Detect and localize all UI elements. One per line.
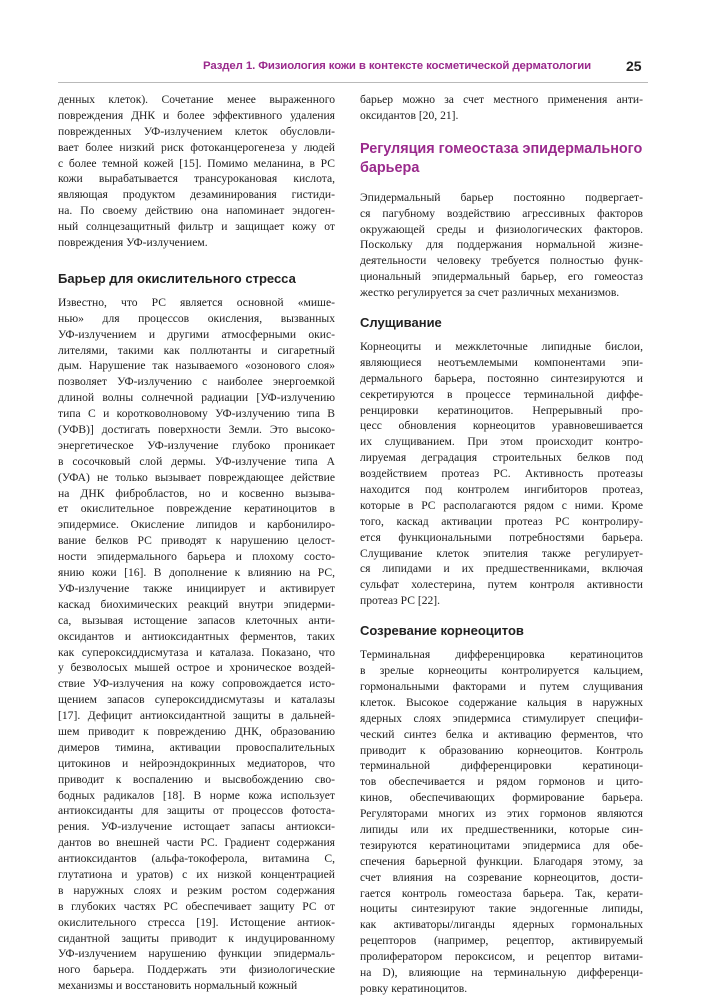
text-line: Терминальная дифференцировка кератиноцитов — [360, 648, 643, 662]
text-line: Поскольку для поддержания нормальной жизне- — [360, 238, 643, 252]
oxidative-stress-paragraph — [58, 295, 335, 994]
text-line: ствие УФ-излучения на кожу сопровождается исто- — [58, 677, 335, 691]
text-line: на ДНК фибробластов, но и косвенно вызыва- — [58, 486, 335, 500]
text-line: механизмы и восстановить нормальный кожный — [58, 979, 298, 993]
text-line: окружающей среды и физиологических факторов. — [360, 222, 643, 236]
homeostasis-paragraph — [360, 190, 643, 301]
text-line: УФ-излучением нарушению функции эпидермаль- — [58, 947, 335, 961]
text-line: барьер можно за счет местного применения анти- — [360, 93, 643, 106]
text-line: тезируются кератиноцитами эпидермиса для обе- — [360, 838, 643, 852]
text-line: гается контроль гомеостаза барьера. Так, керати- — [360, 886, 643, 900]
text-line: приводит к образованию корнеоцитов. Контроль — [360, 743, 643, 757]
text-line: [17]. Дефицит антиоксидантной защиты в дальней- — [58, 709, 335, 723]
text-line: того, каскад активации протеаз РС контролиру- — [360, 514, 643, 528]
text-line: УФ-излучением и другими атмосферными окис- — [58, 327, 335, 341]
text-line: являющиеся неотъемлемыми компонентами эпи- — [360, 355, 643, 369]
text-line: их слущиванием. При этом происходит контро- — [360, 435, 643, 449]
text-line: у безволосых мышей острое и хроническое воздей- — [58, 661, 335, 675]
text-line: ет окислительное повреждение кератиноцитов в — [58, 502, 335, 516]
text-line: которые в РС располагаются рядом с ними. Кроме — [360, 498, 643, 512]
text-line: липиды или их предшественники, которые син- — [360, 822, 643, 836]
text-line: ся липидами и их предшественниками, включая — [360, 562, 643, 576]
text-line: ренцировки кератиноцитов. Непрерывный про- — [360, 403, 643, 417]
text-line: янию кожи [16]. В дополнение к влиянию на РС, — [58, 566, 335, 580]
text-line: шем приводит к повреждению ДНК, образованию — [58, 724, 335, 738]
text-line: УФ-излучение также инициирует и активирует — [58, 581, 335, 595]
text-line: протеаз РС [22]. — [360, 594, 441, 608]
text-line: (УФВ)] достигать поверхности Земли. Это высоко- — [58, 423, 335, 437]
text-line: са, вызывая истощение запасов клеточных анти- — [58, 613, 335, 627]
text-line: глутатиона и уратов) с их низкой концентрацией — [58, 867, 335, 881]
text-line: ноциты синтезируют такие эндогенные липиды, — [360, 902, 643, 916]
right-intro-paragraph — [360, 92, 643, 124]
oxidative-stress-heading: Барьер для окислительного стресса — [58, 270, 296, 286]
text-line: на. По своему действию она напоминает эндоген- — [58, 204, 335, 218]
text-line: дантов во внешней части РС. Градиент содержания — [58, 836, 335, 850]
text-line: димеров тимина, активации провоспалительных — [58, 740, 335, 754]
text-line: ного барьера. Поддержать эти физиологические — [58, 963, 335, 977]
text-line: Эпидермальный барьер постоянно подвергает- — [360, 190, 643, 204]
text-line: сидантной защиты приводит к индуцированному — [58, 931, 335, 945]
right-column — [360, 92, 643, 997]
text-line: кожи вырабатывается трансурокановая кислота, — [58, 172, 335, 186]
text-line: окислительного стресса [19]. Истощение антиок- — [58, 915, 335, 929]
text-line: тов обеспечивается и рядом гормонов и цито- — [360, 775, 643, 789]
text-line: цесс обновления корнеоцитов уравновешивается — [360, 419, 643, 433]
text-line: в наружных слоях и резким ростом содержания — [58, 883, 335, 897]
desquamation-heading: Слущивание — [360, 315, 442, 331]
text-line: антиоксиданты для защиты от процессов фотоста- — [58, 804, 335, 818]
text-line: повреждения УФ-излучением. — [58, 236, 208, 250]
text-line: ется функциональными потребностями барьера. — [360, 530, 643, 544]
section-heading — [360, 140, 643, 178]
text-line: спечения барьерной функции. Благодаря этому, за — [360, 854, 643, 868]
text-line: гормональными факторами и путем слущивания — [360, 679, 643, 693]
text-line: клеток. Высокое содержание кальция в наружных — [360, 695, 643, 709]
running-header — [0, 58, 707, 80]
text-line: в глубоких частях РС обеспечивает защиту РС от — [58, 899, 335, 913]
section-heading-line: барьера — [360, 159, 420, 176]
text-line: Известно, что РС является основной «мише- — [58, 295, 335, 309]
text-line: повреждения ДНК и более эффективного удаления — [58, 108, 335, 122]
text-line: деятельности человеку требуется полностью функ- — [360, 254, 643, 268]
section-heading-line: Регуляция гомеостаза эпидермального — [360, 140, 643, 157]
text-line: рецепторов (например, рецептор, активируемый — [360, 934, 643, 948]
text-line: пролифератором пероксисом, и рецептор витами- — [360, 950, 643, 964]
text-line: сульфат холестерина, путем контроля активности — [360, 578, 643, 592]
left-column — [58, 92, 335, 994]
text-line: приводит к воспалению и высвобождению сво- — [58, 772, 335, 786]
text-line: вание белков РС приводят к нарушению целост- — [58, 534, 335, 548]
text-line: лителями, такими как поллютанты и сигаретный — [58, 343, 335, 357]
page-number: 25 — [626, 58, 642, 74]
text-line: каскад биохимических реакций внутри эпидерми- — [58, 597, 335, 611]
text-line: (УФА) не только вызывает повреждающее действие — [58, 470, 335, 484]
left-intro-paragraph — [58, 92, 335, 251]
text-line: поврежденных УФ-излучением клеток обусловли- — [58, 124, 335, 138]
text-line: Слущивание клеток эпителия также регулирует- — [360, 546, 643, 560]
text-line: дым. Нарушение так называемого «озонового слоя» — [58, 359, 335, 373]
text-line: являющая продуктом дезаминирования гистиди- — [58, 188, 335, 202]
text-line: дермального барьера, постоянно синтезируются и — [360, 371, 643, 385]
header-rule — [58, 82, 648, 83]
text-line: рения. УФ-излучение истощает запасы антиокси- — [58, 820, 335, 834]
corneocyte-maturation-paragraph — [360, 647, 643, 997]
text-line: ровку кератиноцитов. — [360, 981, 468, 995]
text-line: вает более низкий риск фотоканцерогенеза у людей — [58, 140, 335, 154]
text-line: эпидермисе. Окисление липидов и карбонилиро- — [58, 518, 335, 532]
text-line: секретируются в процессе терминальной диффе- — [360, 387, 643, 401]
text-line: денных клеток). Сочетание менее выраженного — [58, 93, 335, 106]
text-line: терминальной дифференцировки кератиноци- — [360, 759, 643, 773]
running-header-title: Раздел 1. Физиология кожи в контексте косметической дерматологии — [203, 60, 592, 72]
text-line: на D), влияющие на терминальную дифференци- — [360, 965, 643, 979]
text-line: позволяет УФ-излучению с наиболее энергоемкой — [58, 375, 335, 389]
text-line: лируемая деградация строительных белков под — [360, 451, 643, 465]
text-line: нью» для процессов окисления, вызванных — [58, 311, 335, 325]
text-line: в зрелые корнеоциты контролируется кальцием, — [360, 664, 643, 678]
text-line: как активаторы/лиганды ядерных гормональных — [360, 918, 643, 932]
text-line: длиной волны солнечной радиации [УФ-излучению — [58, 391, 335, 405]
text-line: бодных радикалов [18]. В норме кожа использует — [58, 788, 335, 802]
text-line: с более темной кожей [15]. Помимо меланина, в РС — [58, 156, 335, 170]
text-line: ческий синтез белка и активацию ферментов, что — [360, 727, 643, 741]
text-line: кинов, обеспечивающих формирование барьера. — [360, 791, 643, 805]
text-line: в сосочковый слой дермы. УФ-излучение типа А — [58, 454, 335, 468]
desquamation-paragraph — [360, 339, 643, 609]
corneocyte-maturation-heading: Созревание корнеоцитов — [360, 623, 524, 639]
text-line: цитокинов и нейроэндокринных медиаторов, что — [58, 756, 335, 770]
text-line: находится под контролем ингибиторов протеаз, — [360, 483, 643, 497]
text-line: циональный эпидермальный барьер, его гомеостаз — [360, 270, 643, 284]
text-line: ядерных слоях эпидермиса стимулирует специфи- — [360, 711, 643, 725]
text-line: как супероксиддисмутаза и каталаза. Показано, что — [58, 645, 335, 659]
text-line: жестко регулируется за счет различных механизмов. — [360, 286, 620, 300]
text-line: ный солнцезащитный фильтр и защищает кожу от — [58, 220, 335, 234]
text-line: ся пагубному воздействию агрессивных факторов — [360, 206, 643, 220]
text-line: ности эпидермального барьера и плохому состо- — [58, 550, 335, 564]
text-line: счет влияния на созревание корнеоцитов, дости- — [360, 870, 643, 884]
text-line: Корнеоциты и межклеточные липидные бислои, — [360, 340, 643, 354]
text-line: оксидантов и антиоксидантных ферментов, таких — [58, 629, 335, 643]
text-line: щением запасов супероксиддисмутазы и каталазы — [58, 693, 335, 707]
text-line: энергетическое УФ-излучение глубоко проникает — [58, 438, 335, 452]
text-line: Регуляторами многих из этих гормонов являются — [360, 807, 643, 821]
text-line: антиоксидантов (альфа-токоферола, витамина С, — [58, 852, 335, 866]
text-line: оксидантов [20, 21]. — [360, 108, 459, 122]
text-line: типа С и коротковолновому УФ-излучению типа В — [58, 407, 335, 421]
text-line: воздействием протеаз РС. Активность протеазы — [360, 467, 643, 481]
